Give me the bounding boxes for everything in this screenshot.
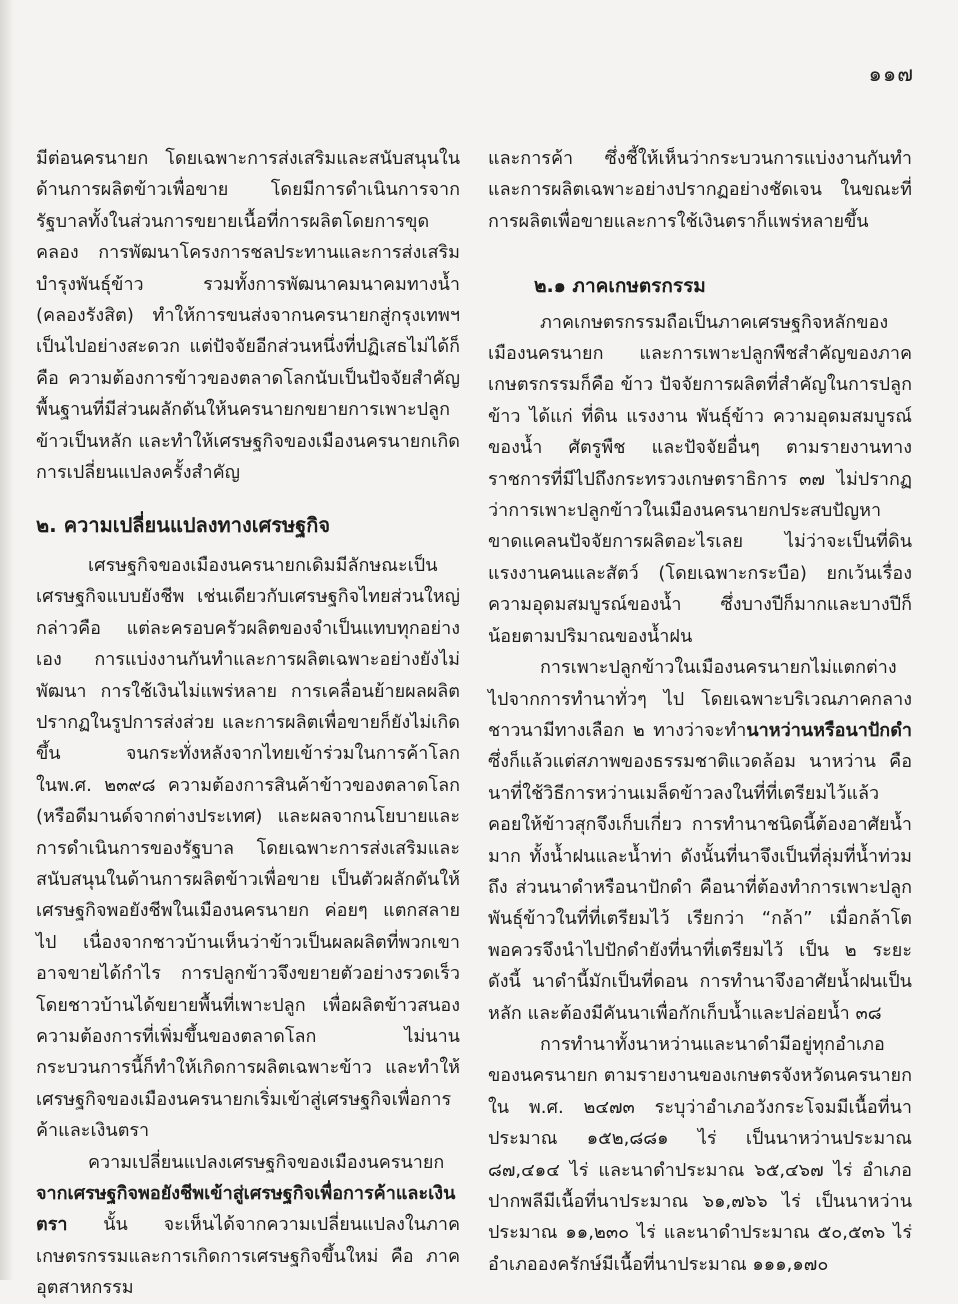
left-paragraph-2: เศรษฐกิจของเมืองนครนายกเดิมมีลักษณะเป็นเศรษฐกิจแบบยังชีพ เช่นเดียวกับเศรษฐกิจไทยส่วนใหญ่ กล่าวคือ แต่ละครอบครัวผลิตของจำเป็นแทบทุกอย่างเอง การแบ่งงานกันทำและการผลิตเฉพาะอย่างยังไม่พัฒนา การใช้เงินไม่แพร่หลาย การเคลื่อนย้ายผลผลิตปรากฏในรูปการส่งส่วย และการผลิตเพื่อขายก็ยังไม่เกิดขึ้น จนกระทั่งหลังจากไทยเข้าร่วมในการค้าโลก ในพ.ศ. ๒๓๙๘ ความต้องการสินค้าข้าวของตลาดโลก (หรือดีมานด์จากต่างประเทศ) และผลจากนโยบายและการดำเนินการของรัฐบาล โดยเฉพาะการส่งเสริมและสนับสนุนในด้านการผลิตข้าวเพื่อขาย เป็นตัวผลักดันให้เศรษฐกิจพอยังชีพในเมืองนครนายก ค่อยๆ แตกสลายไป เนื่องจากชาวบ้านเห็นว่าข้าวเป็นผลผลิตที่พวกเขาอาจขายได้กำไร การปลูกข้าวจึงขยายตัวอย่างรวดเร็ว โดยชาวบ้านได้ขยายพื้นที่เพาะปลูก เพื่อผลิตข้าวสนองความต้องการที่เพิ่มขึ้นของตลาดโลก ไม่นานกระบวนการนี้ก็ทำให้เกิดการผลิตเฉพาะข้าว และทำให้เศรษฐกิจของเมืองนครนายกเริ่มเข้าสู่เศรษฐกิจเพื่อการค้าและเงินตรา xyxy=(36,554,460,1142)
left-paragraph-1: มีต่อนครนายก โดยเฉพาะการส่งเสริมและสนับสนุนในด้านการผลิตข้าวเพื่อขาย โดยมีการดำเนินการจากรัฐบาลทั้งในส่วนการขยายเนื้อที่การผลิตโดยการขุดคลอง การพัฒนาโครงการชลประทานและการส่งเสริมบำรุงพันธุ์ข้าว รวมทั้งการพัฒนาคมนาคมทางน้ำ (คลองรังสิต) ทำให้การขนส่งจากนครนายกสู่กรุงเทพฯ เป็นไปอย่างสะดวก แต่ปัจจัยอีกส่วนหนึ่งที่ปฏิเสธไม่ได้ก็คือ ความต้องการข้าวของตลาดโลกนับเป็นปัจจัยสำคัญพื้นฐานที่มีส่วนผลักดันให้นครนายกขยายการเพาะปลูกข้าวเป็นหลัก และทำให้เศรษฐกิจของเมืองนครนายกเกิดการเปลี่ยนแปลงครั้งสำคัญ xyxy=(36,148,460,484)
right-paragraph-3-bold-broadcast: นาหว่าน xyxy=(746,719,814,741)
right-paragraph-3-bold-transplant: นาปักดำ xyxy=(845,719,912,741)
right-paragraph-3-or: หรือ xyxy=(813,719,846,741)
right-paragraph-3-end: ซึ่งก็แล้วแต่สภาพของธรรมชาติแวดล้อม นาหว่าน คือนาที่ใช้วิธีการหว่านเมล็ดข้าวลงในที่ที่เตรียมไว้แล้ว คอยให้ข้าวสุกจึงเก็บเกี่ยว การทำนาชนิดนี้ต้องอาศัยน้ำมาก ทั้งน้ำฝนและน้ำท่า ดังนั้นที่นาจึงเป็นที่ลุ่มที่น้ำท่วมถึง ส่วนนาดำหรือนาปักดำ คือนาที่ต้องทำการเพาะปลูกพันธุ์ข้าวในที่ที่เตรียมไว้ เรียกว่า “กล้า” เมื่อกล้าโตพอควรจึงนำไปปักดำยังที่นาที่เตรียมไว้ เป็น ๒ ระยะดังนี้ นาดำนี้มักเป็นที่ดอน การทำนาจึงอาศัยน้ำฝนเป็นหลัก และต้องมีคันนาเพื่อกักเก็บน้ำและปล่อยน้ำ ๓๘ xyxy=(488,751,912,1024)
right-paragraph-2: ภาคเกษตรกรรมถือเป็นภาคเศรษฐกิจหลักของเมืองนครนายก และการเพาะปลูกพืชสำคัญของภาคเกษตรกรรมก็คือ ข้าว ปัจจัยการผลิตที่สำคัญในการปลูกข้าว ได้แก่ ที่ดิน แรงงาน พันธุ์ข้าว ความอุดมสมบูรณ์ของน้ำ ศัตรูพืช และปัจจัยอื่นๆ ตามรายงานทางราชการที่มีไปถึงกระทรวงเกษตราธิการ ๓๗ ไม่ปรากฏว่าการเพาะปลูกข้าวในเมืองนครนายกประสบปัญหาขาดแคลนปัจจัยการผลิตอะไรเลย ไม่ว่าจะเป็นที่ดิน แรงงานคนและสัตว์ (โดยเฉพาะกระบือ) ยกเว้นเรื่องความอุดมสมบูรณ์ของน้ำ ซึ่งบางปีก็มากและบางปีก็น้อยตามปริมาณของน้ำฝน xyxy=(488,311,912,647)
right-paragraph-3 xyxy=(488,652,912,1029)
left-paragraph-3 xyxy=(36,1147,460,1304)
section-heading-agriculture: ๒.๑ ภาคเกษตรกรรม xyxy=(534,275,706,298)
right-paragraph-1: และการค้า ซึ่งชี้ให้เห็นว่ากระบวนการแบ่งงานกันทำและการผลิตเฉพาะอย่างปรากฏอย่างชัดเจน ในขณะที่การผลิตเพื่อขายและการใช้เงินตราก็แพร่หลายขึ้น xyxy=(488,148,912,232)
right-paragraph-4: การทำนาทั้งนาหว่านและนาดำมีอยู่ทุกอำเภอของนครนายก ตามรายงานของเกษตรจังหวัดนครนายกใน พ.ศ. ๒๔๗๓ ระบุว่าอำเภอวังกระโจมมีเนื้อที่นาประมาณ ๑๕๒,๘๘๑ ไร่ เป็นนาหว่านประมาณ ๘๗,๔๑๔ ไร่ และนาดำประมาณ ๖๕,๔๖๗ ไร่ อำเภอปากพลีมีเนื้อที่นาประมาณ ๖๑,๗๖๖ ไร่ เป็นนาหว่านประมาณ ๑๑,๒๓๐ ไร่ และนาดำประมาณ ๕๐,๕๓๖ ไร่ อำเภอองครักษ์มีเนื้อที่นาประมาณ ๑๑๑,๑๗๐ xyxy=(488,1033,912,1275)
left-paragraph-3-end: นั้น จะเห็นได้จากความเปลี่ยนแปลงในภาคเกษตรกรรมและการเกิดการเศรษฐกิจขึ้นใหม่ คือ ภาคอุตสาหกรรม xyxy=(36,1214,460,1299)
right-column xyxy=(488,143,912,1280)
page-number: ๑๑๗ xyxy=(868,62,914,86)
left-paragraph-3-bold: จากเศรษฐกิจพอยังชีพเข้าสู่เศรษฐกิจเพื่อการค้าและเงินตรา xyxy=(36,1183,456,1236)
right-paragraph-3-start: การเพาะปลูกข้าวในเมืองนครนายกไม่แตกต่างไปจากการทำนาทั่วๆ ไป โดยเฉพาะบริเวณภาคกลาง ชาวนามีทางเลือก ๒ ทางว่าจะทำ xyxy=(488,657,912,741)
left-column xyxy=(36,143,460,1304)
left-paragraph-3-start: ความเปลี่ยนแปลงเศรษฐกิจของเมืองนครนายก xyxy=(88,1151,445,1173)
page-edge-shadow xyxy=(0,0,14,1280)
section-heading-economic-change: ๒. ความเปลี่ยนแปลงทางเศรษฐกิจ xyxy=(36,513,331,538)
